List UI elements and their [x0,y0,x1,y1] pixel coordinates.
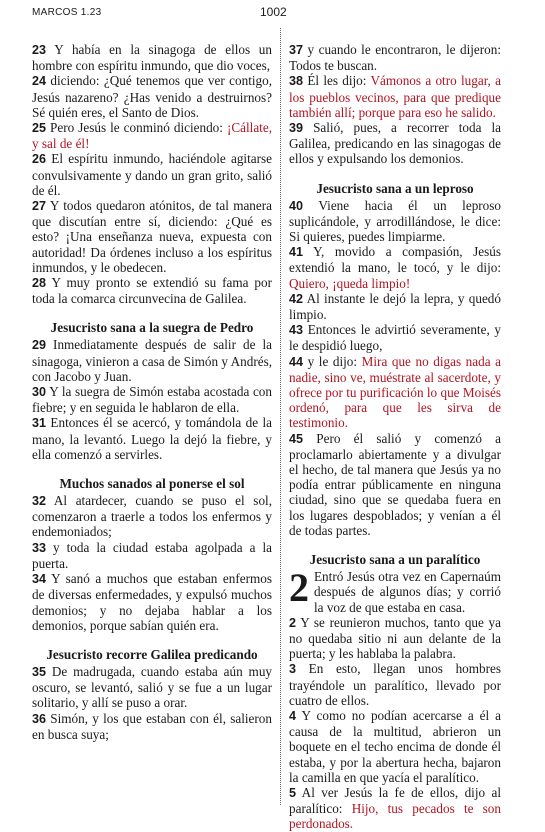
verse [289,322,501,353]
verse-text: y toda la ciudad estaba agolpada a la puerta. [32,539,272,571]
verse-number: 24 [32,74,47,89]
verse-text: Él les dijo: [307,73,371,89]
verse [289,73,501,120]
verse [32,384,272,415]
verse [289,708,501,785]
verse-number: 3 [289,662,297,677]
verse-number: 23 [32,43,47,57]
verse-text: y cuando le encontraron, le dijeron: Todos te buscan. [289,42,502,74]
verse [289,42,501,73]
words-of-jesus: Vámonos a otro lugar, a los pueblos vecinos, para que predique también allí; porque para eso he salido. [289,73,501,120]
verse-number: 31 [32,416,47,431]
verse-number: 2 [289,615,297,630]
verse-number: 29 [32,338,47,353]
verse [32,540,272,571]
verse-text: Y muy pronto se extendió su fama por toda la comarca circunvecina de Galilea. [32,275,272,307]
verse-number: 30 [32,385,47,400]
verse-text: Al instante le dejó la lepra, y quedó limpio. [289,290,501,323]
section-heading: Muchos sanados al ponerse el sol [59,476,245,492]
verse-number: 35 [32,664,47,679]
column-divider [280,28,281,805]
section-heading: Jesucristo sana a la suegra de Pedro [50,320,254,336]
verse-number: 42 [289,291,304,306]
right-column [289,42,502,832]
verse-number: 36 [32,711,47,726]
verse-text: Pero Jesús le conminó diciendo: [50,120,227,136]
verse-number: 5 [289,785,297,800]
verse-text: Simón, y los que estaban con él, salieron en busca suya; [32,710,272,742]
verse [32,571,272,633]
verse-text: En esto, llegan unos hombres trayéndole un paralítico, llevado por cuatro de ellos. [289,661,501,708]
verse-number: 45 [289,431,304,446]
verse [289,615,501,662]
verse [289,785,501,832]
section-heading: Jesucristo recorre Galilea predicando [46,646,258,662]
verse [32,337,272,384]
chapter-start-paragraph [289,565,501,615]
verse [32,711,272,742]
verse-text: Entonces le advirtió severamente, y le despidió luego, [289,322,502,354]
words-of-jesus: Hijo, tus pecados te son perdonados. [289,801,501,832]
verse [289,198,501,245]
left-column [32,42,272,805]
verse-text: Y como no podían acercarse a él a causa de la multitud, abrieron un boquete en el techo encima de donde él estaba, y por la abertura hecha, bajaron la camilla en que yacía el paralítico. [289,707,502,785]
verse-text: Entonces él se acercó, y tomándola de la mano, la levantó. Luego la dejó la fiebre, y ella comenzó a servirles. [32,415,272,462]
verse-text: El espíritu inmundo, haciéndole agitarse convulsivamente y dando un gran grito, salió de él. [32,151,272,198]
verse [32,415,272,462]
verse [32,73,272,120]
words-of-jesus: Mira que no digas nada a nadie, sino ve, muéstrate al sacerdote, y ofrece por tu purificación lo que Moisés ordenó, para que les sirva de testimonio. [289,353,502,431]
verse-number: 44 [289,354,304,369]
verse-text: Salió, pues, a recorrer toda la Galilea, predicando en las sinagogas de ellos y expulsando los demonios. [289,120,502,167]
verse-number: 4 [289,708,297,723]
verse-number: 38 [289,74,304,89]
verse-text: Y todos quedaron atónitos, de tal manera que discutían entre sí, diciendo: ¿Qué es esto? ¡Una enseñanza nueva, expuesta con autoridad! Da órdenes incluso a los espíritus inmundos, y le obedecen. [32,198,272,275]
verse-text: Entró Jesús otra vez en Capernaúm después de algunos días; y corrió la voz de que estaba en casa. [314,569,501,615]
verse-text: Y la suegra de Simón estaba acostada con fiebre; y en seguida le hablaron de ella. [32,384,272,416]
verse-number: 43 [289,323,304,338]
section-heading: Jesucristo sana a un leproso [316,180,474,196]
verse [32,275,272,306]
verse [289,661,501,708]
verse-text: Y había en la sinagoga de ellos un hombre con espíritu inmundo, que dio voces, [32,42,272,74]
verse [32,664,272,711]
verse-number: 34 [32,572,47,587]
verse [32,151,272,198]
running-reference: MARCOS 1.23 [32,7,102,18]
verse-number: 37 [289,43,304,57]
verse-text: De madrugada, cuando estaba aún muy oscuro, se levantó, salió y se fue a un lugar solitario, y allí se puso a orar. [32,663,273,711]
verse [289,291,501,322]
verse-text: Viene hacia él un leproso suplicándole, y arrodillándose, le dice: Si quieres, puedes limpiarme. [289,197,501,245]
verse-text: Y, movido a compasión, Jesús extendió la mano, le tocó, y le dijo: [289,244,502,276]
section-heading: Jesucristo sana a un paralítico [309,552,481,568]
verse-number: 40 [289,198,304,213]
verse-text: Al ver Jesús la fe de ellos, dijo al paralítico: [289,784,501,817]
verse-text: Al atardecer, cuando se puso el sol, comenzaron a traerle a todos los enfermos y endemoniados; [32,493,272,540]
verse [32,493,272,540]
page-number: 1002 [260,5,287,19]
verse-text: Y sanó a muchos que estaban enfermos de diversas enfermedades, y expulsó muchos demonios; y no dejaba hablar a los demonios, porque sabían quién era. [32,571,272,633]
verse-number: 41 [289,245,304,260]
verse [32,42,272,73]
page-header [0,0,545,28]
verse [289,120,501,167]
words-of-jesus: ¡Cállate, y sal de él! [32,120,272,152]
verse-number: 32 [32,494,47,509]
verse-text: Y se reunieron muchos, tanto que ya no quedaba sitio ni aun delante de la puerta; y les hablaba la palabra. [289,614,501,662]
verse-number: 39 [289,121,304,136]
verse-number: 28 [32,276,47,291]
verse-text: Pero él salió y comenzó a proclamarlo abiertamente y a divulgar el hecho, de tal manera que Jesús ya no podía entrar públicamente en ninguna ciudad, sino que se quedaba fuera en los lugares despoblados; y venían a él de todas partes. [289,430,501,538]
verse-text: diciendo: ¿Qué tenemos que ver contigo, Jesús nazareno? ¿Has venido a destruirnos? Sé quién eres, el Santo de Dios. [32,73,273,120]
verse [32,198,272,275]
words-of-jesus: Quiero, ¡queda limpio! [289,275,411,291]
verse-number: 26 [32,152,47,167]
verse-number: 27 [32,199,47,214]
verse [289,431,501,538]
verse-text: Inmediatamente después de salir de la sinagoga, vinieron a casa de Simón y Andrés, con Jacobo y Juan. [32,337,272,384]
verse-text: y le dijo: [307,353,362,369]
verse [32,120,272,151]
verse-number: 25 [32,121,47,136]
chapter-number: 2 [289,565,309,611]
verse [289,244,501,291]
verse-number: 33 [32,540,47,555]
verse [289,354,501,431]
